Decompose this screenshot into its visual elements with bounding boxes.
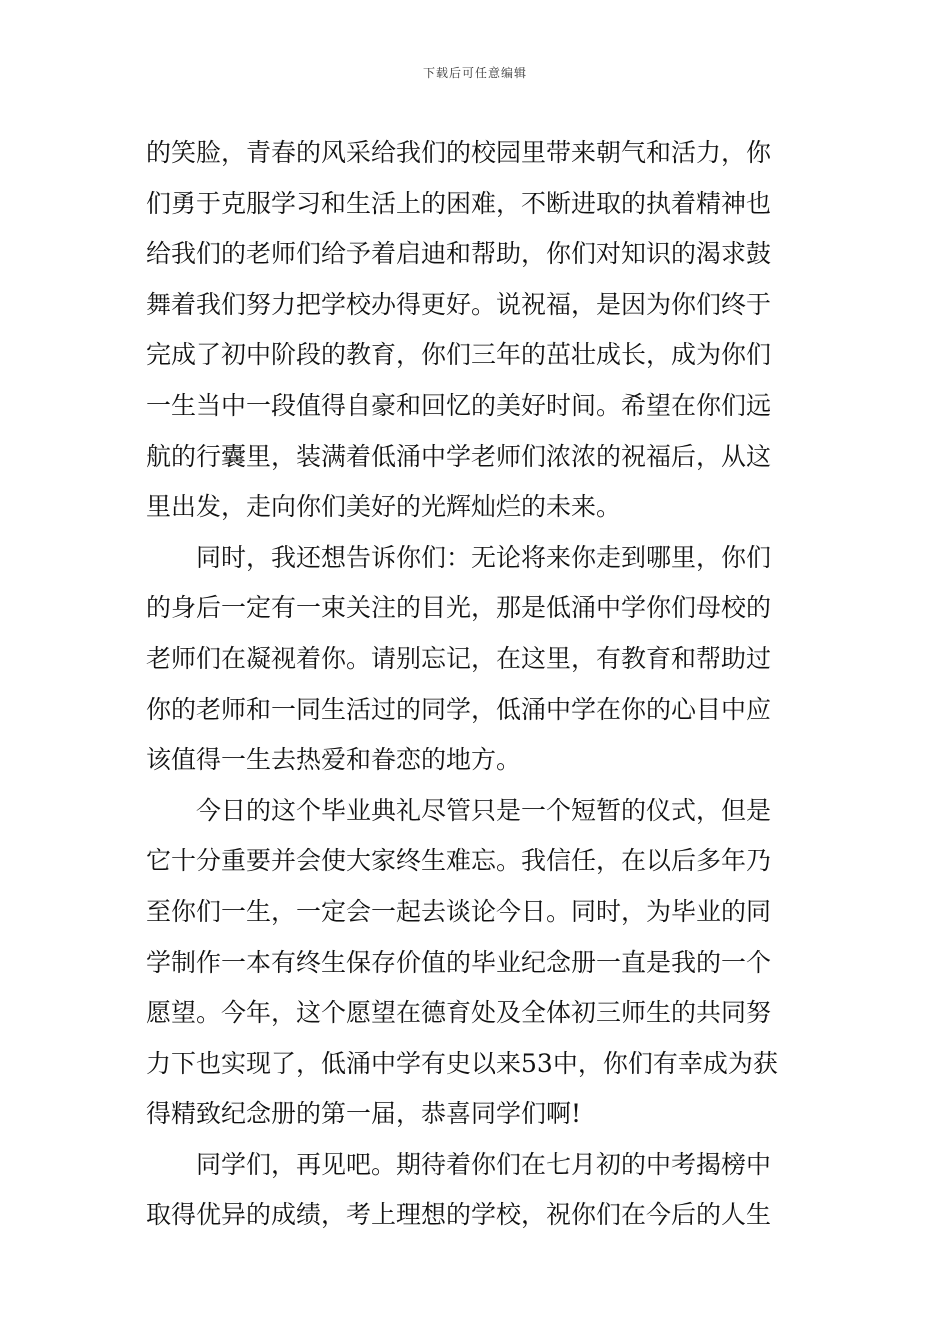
- text-line: 老师们在凝视着你。请别忘记，在这里，有教育和帮助过: [146, 643, 772, 673]
- paragraph-1: [146, 128, 810, 533]
- text-line: 同时，我还想告诉你们：无论将来你走到哪里，你们: [196, 542, 772, 572]
- text-line: 至你们一生，一定会一起去谈论今日。同时，为毕业的同: [146, 896, 772, 926]
- text-line: 得精致纪念册的第一届，恭喜同学们啊!: [146, 1099, 582, 1129]
- paragraph-2: [146, 533, 810, 786]
- page-header: 下载后可任意编辑: [422, 66, 527, 80]
- text-line: 愿望。今年，这个愿望在德育处及全体初三师生的共同努: [146, 998, 772, 1028]
- text-line: 里出发，走向你们美好的光辉灿烂的未来。: [146, 492, 622, 522]
- text-line: 你的老师和一同生活过的同学，低涌中学在你的心目中应: [146, 694, 772, 724]
- text-line: 给我们的老师们给予着启迪和帮助，你们对知识的渴求鼓: [146, 239, 772, 269]
- text-line: 今日的这个毕业典礼尽管只是一个短暂的仪式，但是: [196, 795, 772, 825]
- text-line: 的笑脸，青春的风采给我们的校园里带来朝气和活力，你: [146, 138, 772, 167]
- text-line: 舞着我们努力把学校办得更好。说祝福，是因为你们终于: [146, 289, 772, 319]
- text-line: 们勇于克服学习和生活上的困难，不断进取的执着精神也: [146, 188, 772, 218]
- text-line: 一生当中一段值得自豪和回忆的美好时间。希望在你们远: [146, 390, 772, 420]
- text-line: 航的行囊里，装满着低涌中学老师们浓浓的祝福后，从这: [146, 441, 772, 471]
- text-line: 同学们，再见吧。期待着你们在七月初的中考揭榜中: [196, 1149, 772, 1179]
- text-line: 完成了初中阶段的教育，你们三年的茁壮成长，成为你们: [146, 340, 772, 370]
- paragraph-4: [146, 1140, 810, 1241]
- text-line: 的身后一定有一束关注的目光，那是低涌中学你们母校的: [146, 593, 772, 623]
- text-line: 该值得一生去热爱和眷恋的地方。: [146, 745, 522, 775]
- text-line: 它十分重要并会使大家终生难忘。我信任，在以后多年乃: [146, 846, 772, 876]
- body-text: [146, 128, 810, 1241]
- text-line: 学制作一本有终生保存价值的毕业纪念册一直是我的一个: [146, 947, 772, 977]
- paragraph-3: [146, 786, 810, 1140]
- text-line: 力下也实现了，低涌中学有史以来53中，你们有幸成为获: [146, 1048, 778, 1078]
- text-line: 取得优异的成绩，考上理想的学校，祝你们在今后的人生: [146, 1200, 772, 1230]
